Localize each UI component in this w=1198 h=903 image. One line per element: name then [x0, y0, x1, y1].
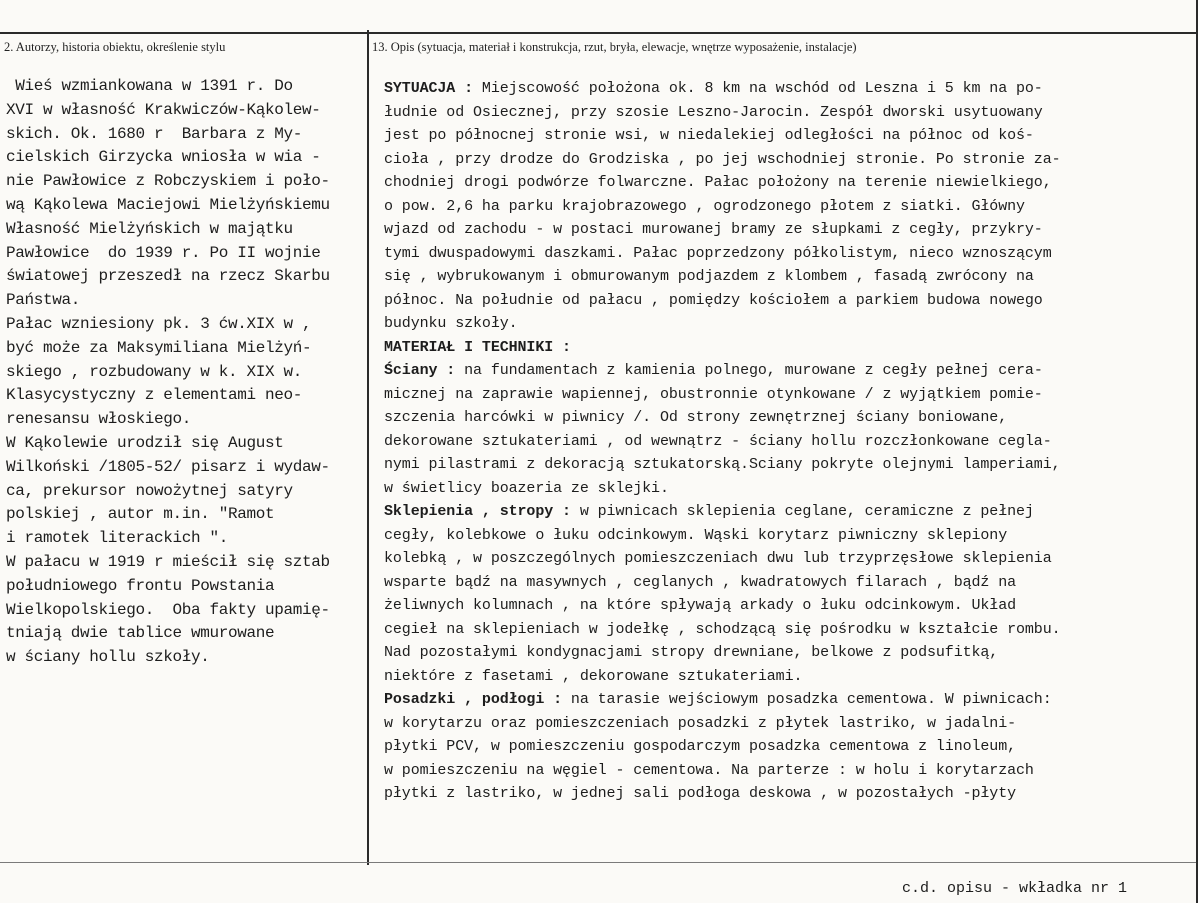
- description-text: budynku szkoły.: [384, 315, 518, 332]
- section-label: SYTUACJA :: [384, 80, 474, 97]
- section-13-heading: 13. Opis (sytuacja, materiał i konstrukcja, rzut, bryła, elewacje, wnętrze wyposażenie, instalacje): [372, 40, 857, 54]
- description-column: [384, 77, 1184, 806]
- top-rule: [0, 32, 1198, 34]
- description-line: [384, 477, 1184, 501]
- description-text: w piwnicach sklepienia ceglane, ceramiczne z pełnej: [570, 503, 1034, 520]
- section-2-heading: 2. Autorzy, historia obiektu, określenie stylu: [4, 40, 226, 54]
- section-label: Sklepienia , stropy :: [384, 503, 571, 520]
- description-text: płytki z lastriko, w jednej sali podłoga deskowa , w pozostałych -płyty: [384, 785, 1017, 802]
- description-line: [384, 171, 1184, 195]
- history-line: wą Kąkolewa Maciejowi Mielżyńskiemu: [6, 195, 330, 214]
- description-line: [384, 406, 1184, 430]
- description-line: [384, 688, 1184, 712]
- description-line: [384, 735, 1184, 759]
- description-text: chodniej drogi podwórze folwarczne. Pałac położony na terenie niewielkiego,: [384, 174, 1052, 191]
- history-line: ca, prekursor nowożytnej satyry: [6, 481, 293, 500]
- description-text: się , wybrukowanym i obmurowanym podjazdem z klombem , fasadą zwrócony na: [384, 268, 1034, 285]
- history-line: Pałac wzniesiony pk. 3 ćw.XIX w ,: [6, 314, 312, 333]
- description-line: [384, 430, 1184, 454]
- description-text: w pomieszczeniu na węgiel - cementowa. Na parterze : w holu i korytarzach: [384, 761, 1034, 779]
- history-line: Wieś wzmiankowana w 1391 r. Do: [6, 77, 293, 95]
- description-text: kolebką , w poszczególnych pomieszczeniach dwu lub trzyprzęsłowe sklepienia: [384, 550, 1052, 567]
- bottom-rule: [0, 862, 1198, 863]
- description-text: północ. Na południe od pałacu , pomiędzy kościołem a parkiem budowa nowego: [384, 291, 1043, 309]
- description-text: dekorowane sztukateriami , od wewnątrz - ściany hollu rozczłonkowane cegla-: [384, 432, 1052, 450]
- history-line: Pawłowice do 1939 r. Po II wojnie: [6, 243, 321, 262]
- history-line: światowej przeszedł na rzecz Skarbu: [6, 267, 330, 286]
- description-text: na tarasie wejściowym posadzka cementowa. W piwnicach:: [562, 691, 1052, 708]
- description-line: [384, 782, 1184, 806]
- description-line: [384, 195, 1184, 219]
- section-label: MATERIAŁ I TECHNIKI :: [384, 338, 571, 356]
- description-text: w korytarzu oraz pomieszczeniach posadzki z płytek lastriko, w jadalni-: [384, 714, 1017, 732]
- description-line: [384, 148, 1184, 172]
- history-line: Wielkopolskiego. Oba fakty upamię-: [6, 600, 330, 619]
- description-text: o pow. 2,6 ha parku krajobrazowego , ogrodzonego płotem z siatki. Główny: [384, 197, 1025, 215]
- column-divider: [367, 30, 369, 865]
- continuation-note: c.d. opisu - wkładka nr 1: [902, 880, 1128, 897]
- history-line: Wilkoński /1805-52/ pisarz i wydaw-: [6, 457, 330, 476]
- description-line: [384, 336, 1184, 360]
- history-line: Własność Mielżyńskich w majątku: [6, 219, 293, 238]
- description-line: [384, 641, 1184, 665]
- description-line: [384, 265, 1184, 289]
- description-text: cioła , przy drodze do Grodziska , po jej wschodniej stronie. Po stronie za-: [384, 150, 1061, 168]
- description-text: szczenia harcówki w piwnicy /. Od strony zewnętrznej ściany boniowane,: [384, 409, 1008, 426]
- history-column: [6, 75, 366, 670]
- history-line: skiego , rozbudowany w k. XIX w.: [6, 362, 303, 381]
- history-line: W Kąkolewie urodził się August: [6, 433, 284, 452]
- history-line: Państwa.: [6, 291, 81, 310]
- description-text: wsparte bądź na masywnych , ceglanych , kwadratowych filarach , bądź na: [384, 573, 1017, 591]
- description-text: Nad pozostałymi kondygnacjami stropy drewniane, belkowe z podsufitką,: [384, 644, 999, 661]
- description-text: nymi pilastrami z dekoracją sztukatorską.Sciany pokryte olejnymi lamperiami,: [384, 456, 1061, 473]
- description-text: na fundamentach z kamienia polnego, murowane z cegły pełnej cera-: [455, 362, 1043, 379]
- history-line: W pałacu w 1919 r mieścił się sztab: [6, 552, 330, 571]
- description-text: niektóre z fasetami , dekorowane sztukateriami.: [384, 667, 803, 685]
- description-text: cegły, kolebkowe o łuku odcinkowym. Wąski korytarz piwniczny sklepiony: [384, 526, 1008, 544]
- description-line: [384, 500, 1184, 524]
- description-line: [384, 101, 1184, 125]
- history-line: XVI w własność Krakwiczów-Kąkolew-: [6, 100, 321, 119]
- history-line: cielskich Girzycka wniosła w wia -: [6, 148, 321, 167]
- description-text: jest po północnej stronie wsi, w niedalekiej odległości na północ od koś-: [384, 127, 1034, 144]
- description-line: [384, 77, 1184, 101]
- description-text: cegieł na sklepieniach w jodełkę , schodzącą się pośrodku w kształcie rombu.: [384, 620, 1061, 638]
- description-line: [384, 594, 1184, 618]
- description-line: [384, 453, 1184, 477]
- history-line: i ramotek literackich ".: [6, 529, 229, 548]
- description-line: [384, 218, 1184, 242]
- description-line: [384, 383, 1184, 407]
- section-label: Posadzki , podłogi :: [384, 691, 563, 708]
- description-line: [384, 524, 1184, 548]
- description-line: [384, 547, 1184, 571]
- description-line: [384, 242, 1184, 266]
- description-text: łudnie od Osiecznej, przy szosie Leszno-Jarocin. Zespół dworski usytuowany: [384, 103, 1043, 121]
- description-text: w świetlicy boazeria ze sklejki.: [384, 479, 669, 497]
- description-line: [384, 124, 1184, 148]
- description-text: Miejscowość położona ok. 8 km na wschód od Leszna i 5 km na po-: [473, 80, 1043, 97]
- description-text: tymi dwuspadowymi daszkami. Pałac poprzedzony półkolistym, nieco wznoszącym: [384, 244, 1052, 262]
- description-text: wjazd od zachodu - w postaci murowanej bramy ze słupkami z cegły, przykry-: [384, 221, 1043, 238]
- history-line: być może za Maksymiliana Mielżyń-: [6, 338, 312, 357]
- description-line: [384, 759, 1184, 783]
- history-line: Klasycystyczny z elementami neo-: [6, 386, 303, 405]
- description-line: [384, 618, 1184, 642]
- description-line: [384, 665, 1184, 689]
- description-line: [384, 712, 1184, 736]
- history-line: południowego frontu Powstania: [6, 576, 275, 595]
- description-text: micznej na zaprawie wapiennej, obustronnie otynkowane / z wyjątkiem pomie-: [384, 385, 1043, 403]
- description-line: [384, 312, 1184, 336]
- history-line: tniają dwie tablice wmurowane: [6, 624, 275, 643]
- description-line: [384, 359, 1184, 383]
- section-label: Ściany :: [384, 362, 456, 379]
- history-line: nie Pawłowice z Robczyskiem i poło-: [6, 172, 330, 191]
- history-line: skich. Ok. 1680 r Barbara z My-: [6, 124, 303, 143]
- description-line: [384, 571, 1184, 595]
- description-text: żeliwnych kolumnach , na które spływają arkady o łuku odcinkowym. Układ: [384, 597, 1017, 614]
- history-line: polskiej , autor m.in. "Ramot: [6, 505, 275, 524]
- description-line: [384, 289, 1184, 313]
- description-text: płytki PCV, w pomieszczeniu gospodarczym posadzka cementowa z linoleum,: [384, 738, 1017, 755]
- history-line: w ściany hollu szkoły.: [6, 648, 210, 667]
- history-line: renesansu włoskiego.: [6, 410, 192, 429]
